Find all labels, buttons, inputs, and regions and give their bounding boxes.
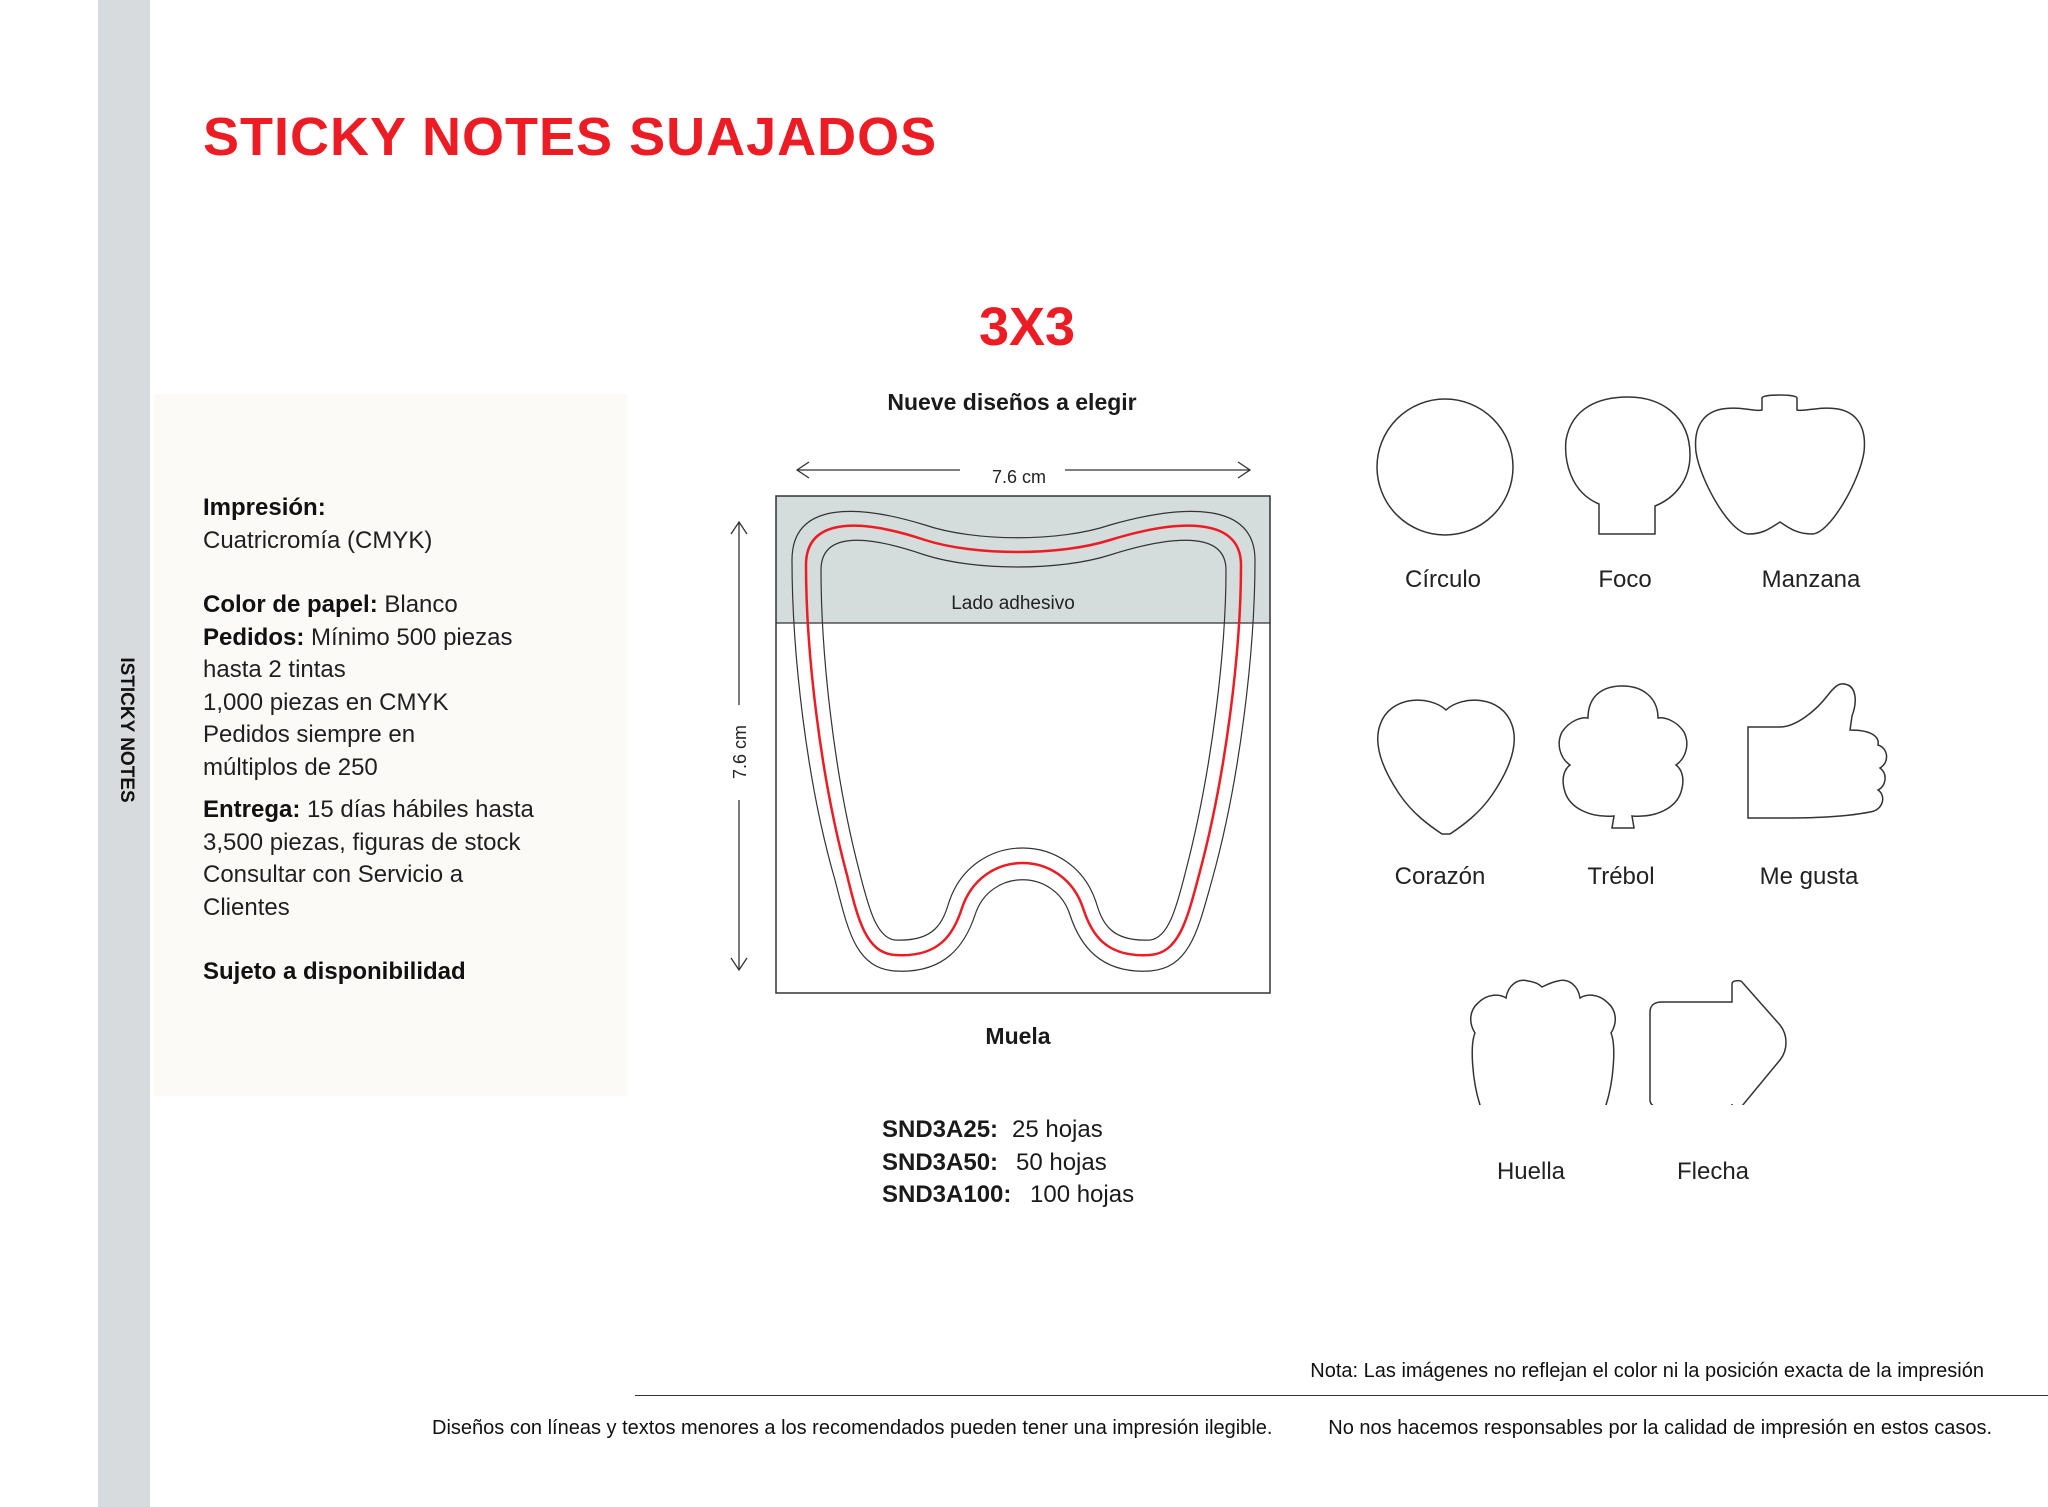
code: SND3A25: — [882, 1116, 999, 1143]
page-title: STICKY NOTES SUAJADOS — [203, 107, 938, 167]
label-flecha: Flecha — [1676, 1158, 1750, 1185]
adhesive-label: Lado adhesivo — [951, 593, 1075, 614]
disclaimer-note: Nota: Las imágenes no reflejan el color ni la posición exacta de la impresión — [1310, 1360, 1984, 1382]
label-manzana: Manzana — [1761, 566, 1861, 593]
spec-entrega — [203, 794, 534, 924]
spec-impresion-label: Impresión: — [203, 494, 326, 521]
spec-impresion-value: Cuatricromía (CMYK) — [203, 526, 433, 554]
spec-entrega-label: Entrega: — [203, 796, 301, 823]
divider-line — [635, 1395, 2048, 1396]
shapes-gallery — [1360, 385, 1920, 1105]
height-label: 7.6 cm — [730, 724, 750, 780]
footer-left: Diseños con líneas y textos menores a los recomendados pueden tener una impresión ilegible. — [432, 1417, 1273, 1439]
product-codes — [882, 1114, 1134, 1212]
footer-right: No nos hacemos responsables por la calidad de impresión en estos casos. — [1328, 1417, 1992, 1439]
label-trebol: Trébol — [1587, 863, 1655, 890]
circulo-shape — [1377, 399, 1513, 535]
code-sheets: 50 hojas — [1016, 1148, 1107, 1176]
muela-label: Muela — [985, 1023, 1051, 1049]
code-sheets: 25 hojas — [1012, 1116, 1103, 1143]
huella-shape-body — [1471, 980, 1616, 1105]
label-circulo: Círculo — [1404, 566, 1482, 593]
me-gusta-shape — [1748, 684, 1887, 818]
muela-diagram — [700, 440, 1340, 1080]
manzana-shape — [1696, 395, 1865, 534]
code: SND3A100: — [882, 1181, 1012, 1208]
spec-pedidos-line: 1,000 piezas en CMYK — [203, 688, 449, 716]
label-foco: Foco — [1598, 566, 1652, 593]
size-heading: 3X3 — [978, 297, 1076, 357]
spec-pedidos-line: múltiplos de 250 — [203, 753, 378, 781]
spec-availability-text: Sujeto a disponibilidad — [203, 958, 466, 985]
label-huella: Huella — [1496, 1158, 1566, 1185]
spec-entrega-line: Consultar con Servicio a — [203, 861, 464, 888]
code: SND3A50: — [882, 1148, 999, 1176]
spec-pedidos-value: Mínimo 500 piezas — [304, 623, 513, 651]
width-label: 7.6 cm — [991, 467, 1047, 487]
spec-entrega-value: 15 días hábiles hasta — [300, 796, 534, 823]
label-me-gusta: Me gusta — [1759, 863, 1859, 890]
spec-entrega-line: Clientes — [203, 893, 290, 921]
spec-entrega-line: 3,500 piezas, figuras de stock — [203, 828, 521, 856]
trebol-shape — [1559, 686, 1687, 828]
sidebar-label: ISTICKY NOTES — [116, 657, 137, 803]
designs-subtitle: Nueve diseños a elegir — [887, 389, 1137, 415]
flecha-shape — [1650, 981, 1786, 1105]
spec-pedidos-line: Pedidos siempre en — [203, 721, 416, 748]
spec-pedidos-label: Pedidos: — [203, 623, 305, 651]
spec-pedidos — [203, 589, 512, 784]
spec-color-value: Blanco — [377, 591, 458, 618]
code-row — [882, 1147, 1134, 1180]
spec-color-label: Color de papel: — [203, 591, 378, 618]
spec-availability — [203, 956, 466, 989]
foco-shape — [1566, 397, 1690, 534]
code-row — [882, 1179, 1134, 1212]
code-sheets: 100 hojas — [1030, 1181, 1135, 1208]
label-corazon: Corazón — [1394, 863, 1486, 890]
code-row — [882, 1114, 1134, 1147]
spec-pedidos-line: hasta 2 tintas — [203, 656, 346, 683]
corazon-shape — [1378, 700, 1515, 834]
spec-impresion — [203, 492, 432, 557]
